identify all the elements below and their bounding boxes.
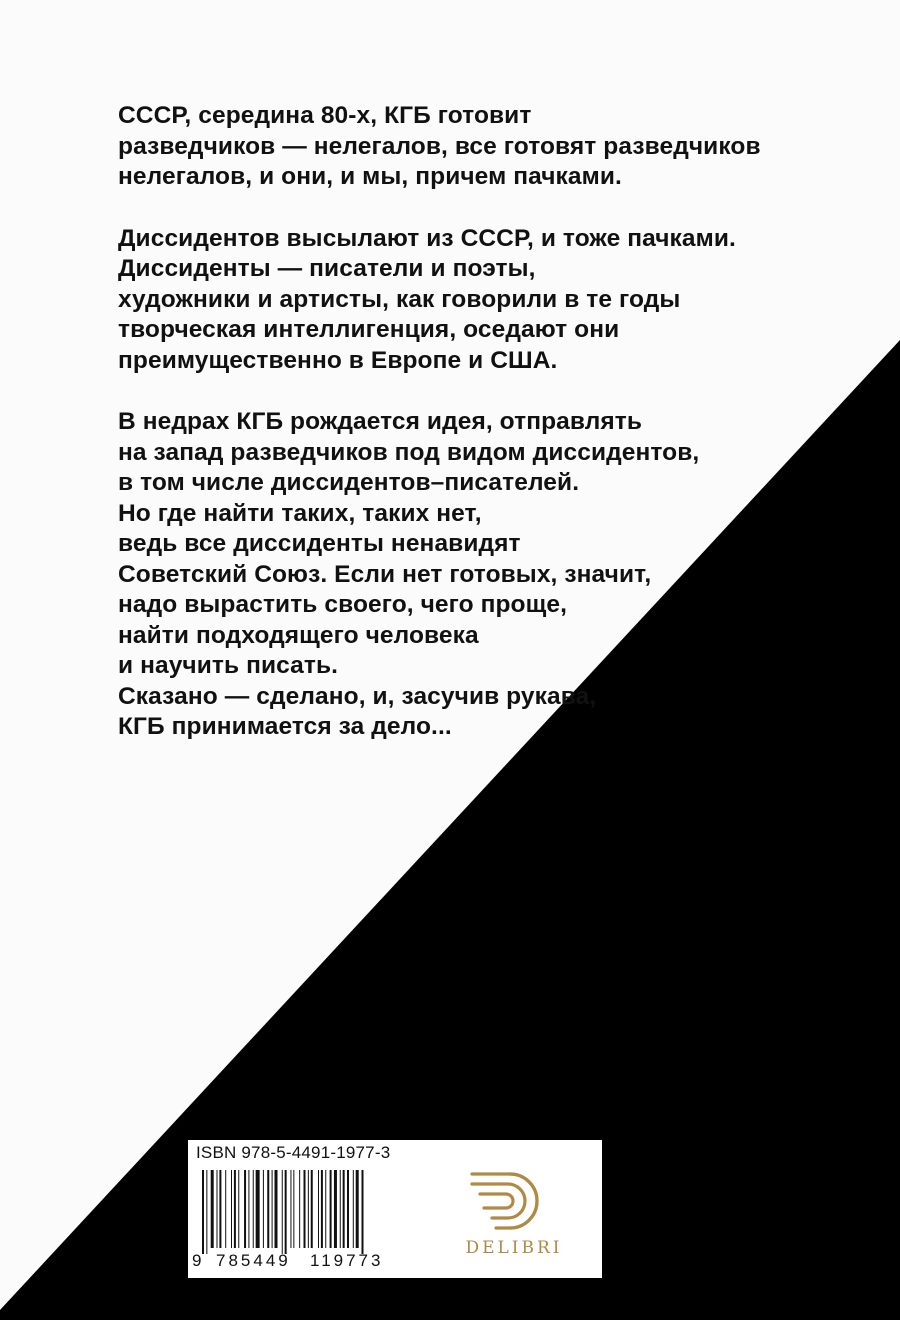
barcode-panel <box>188 1140 602 1278</box>
barcode-bar <box>267 1170 269 1248</box>
barcode-bar <box>318 1170 319 1248</box>
barcode-bar <box>343 1170 345 1248</box>
barcode-bar <box>330 1170 332 1248</box>
barcode-digit-first: 9 <box>192 1251 202 1270</box>
barcode-bar <box>202 1170 204 1254</box>
barcode-bar <box>248 1170 249 1248</box>
barcode-bar <box>206 1170 207 1254</box>
barcode-bar <box>219 1170 221 1248</box>
blurb-paragraph-2 <box>118 224 818 377</box>
barcode-bar <box>217 1170 218 1248</box>
barcode-bar <box>238 1170 239 1248</box>
blurb-line: разведчиков — нелегалов, все готовят разведчиков <box>118 132 761 160</box>
blurb-text <box>118 101 818 774</box>
barcode-bar <box>256 1170 260 1248</box>
barcode-bar <box>234 1170 236 1248</box>
blurb-line: В недрах КГБ рождается идея, отправлять <box>118 408 643 435</box>
blurb-paragraph-3 <box>118 407 818 743</box>
blurb-line: надо вырастить своего, чего проще, <box>118 591 568 618</box>
barcode-bar <box>304 1170 306 1248</box>
barcode-bar <box>293 1170 294 1248</box>
publisher-name: DELIBRI <box>465 1238 563 1258</box>
barcode-bar <box>299 1170 300 1248</box>
barcode-bar <box>308 1170 309 1248</box>
barcode-digit-group-1: 785449 <box>216 1251 291 1270</box>
barcode-bar <box>356 1170 359 1248</box>
blurb-line: Советский Союз. Если нет готовых, значит, <box>118 560 652 588</box>
blurb-line: и научить писать. <box>118 652 339 679</box>
barcode-bar <box>263 1170 264 1248</box>
blurb-line: КГБ принимается за дело... <box>118 713 452 740</box>
barcode-bar <box>311 1170 313 1248</box>
blurb-line: нелегалов, и они, и мы, причем пачками. <box>118 163 622 190</box>
barcode-bar <box>225 1170 226 1248</box>
blurb-line: на запад разведчиков под видом диссидентов, <box>118 438 700 466</box>
barcode-bar <box>325 1170 326 1248</box>
isbn-barcode <box>202 1170 398 1254</box>
blurb-line: Сказано — сделано, и, засучив рукава, <box>118 682 597 710</box>
barcode-bar <box>290 1170 291 1248</box>
blurb-line: в том числе диссидентов–писателей. <box>118 469 580 496</box>
barcode-bar <box>282 1170 283 1254</box>
barcode-bar <box>231 1170 232 1248</box>
barcode-bar <box>340 1170 341 1248</box>
barcode-bar <box>347 1170 349 1248</box>
blurb-line: Диссиденты — писатели и поэты, <box>118 255 536 282</box>
barcode-bar <box>272 1170 273 1248</box>
blurb-line: СССР, середина 80-х, КГБ готовит <box>118 102 532 129</box>
blurb-line: Диссидентов высылают из СССР, и тоже пачками. <box>118 224 736 252</box>
barcode-bar <box>244 1170 246 1248</box>
barcode-bar <box>211 1170 214 1248</box>
blurb-line: преимущественно в Европе и США. <box>118 346 558 374</box>
blurb-line: художники и артисты, как говорили в те годы <box>118 285 681 313</box>
barcode-bar <box>362 1170 364 1254</box>
barcode-bar <box>321 1170 323 1248</box>
barcode-digit-group-2: 119773 <box>310 1251 384 1270</box>
blurb-line: Но где найти таких, таких нет, <box>118 499 482 527</box>
barcode-bar <box>285 1170 287 1254</box>
blurb-line: ведь все диссиденты ненавидят <box>118 530 521 557</box>
barcode-bar <box>334 1170 337 1248</box>
blurb-line: творческая интеллигенция, оседают они <box>118 316 620 343</box>
barcode-bar <box>253 1170 254 1248</box>
delibri-logo-icon <box>470 1170 558 1232</box>
barcode-bar <box>353 1170 354 1248</box>
isbn-label: ISBN 978-5-4491-1977-3 <box>196 1143 391 1162</box>
blurb-line: найти подходящего человека <box>118 621 479 649</box>
blurb-paragraph-1 <box>118 101 818 193</box>
barcode-bar <box>275 1170 278 1248</box>
